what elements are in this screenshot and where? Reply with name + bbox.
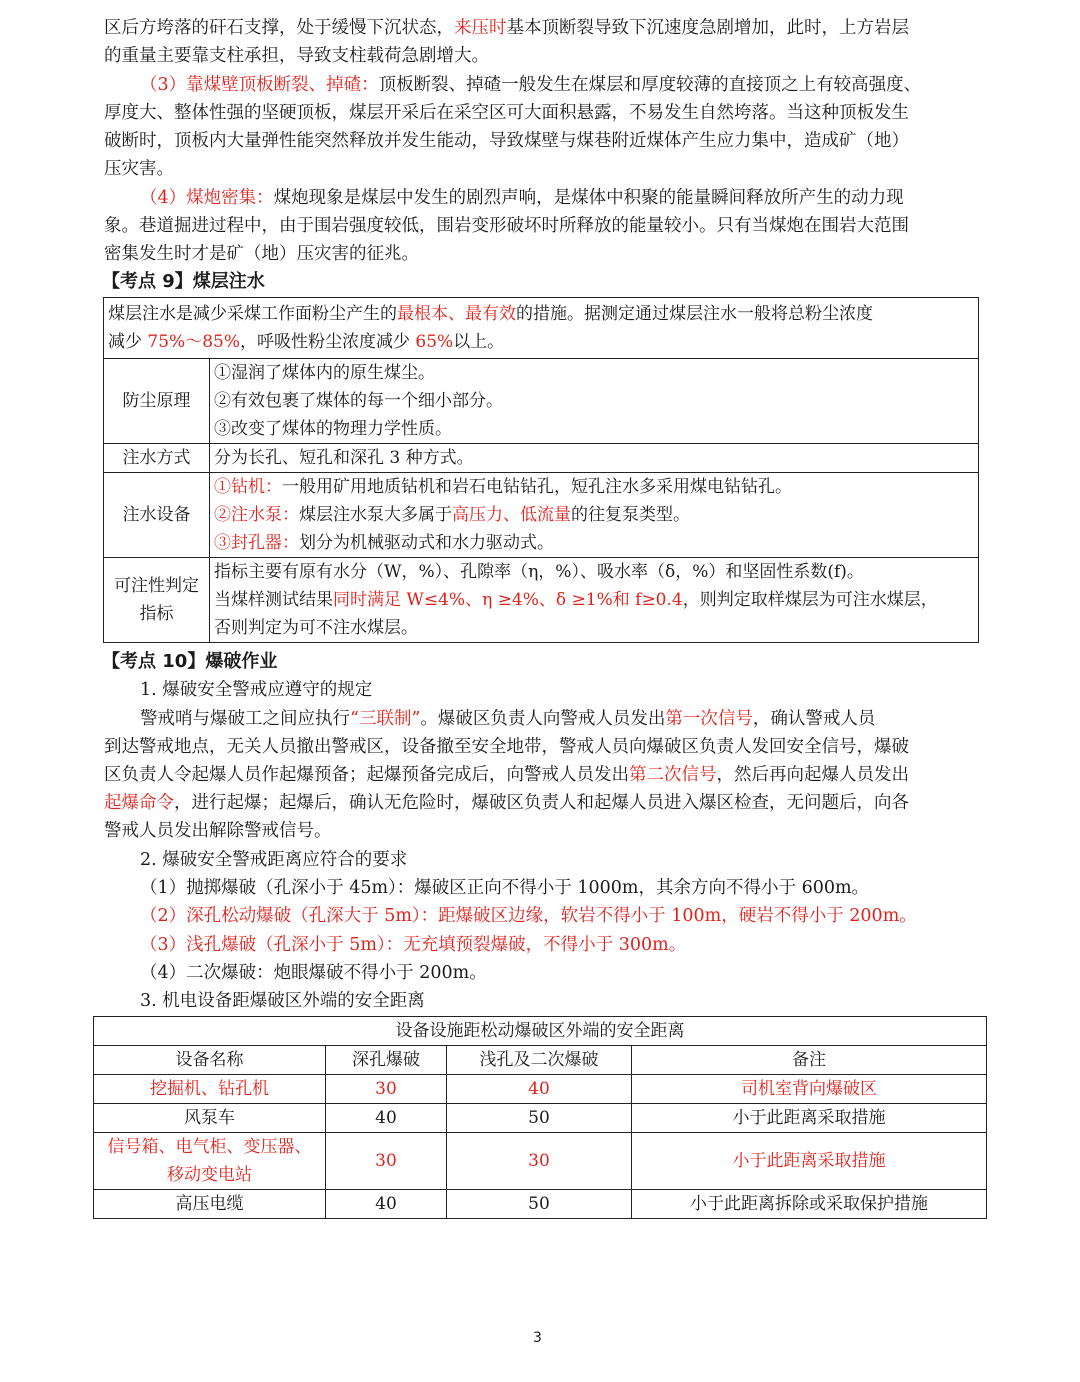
feasibility-label: 可注性判定 指标 (104, 558, 210, 643)
column-header: 备注 (632, 1046, 987, 1075)
table-cell: 40 (326, 1190, 447, 1219)
list-item: ②注水泵：煤层注水泵大多属于高压力、低流量的往复泵类型。 (214, 505, 690, 525)
paragraph-line: 破断时，顶板内大量弹性能突然释放并发生能动，导致煤壁与煤巷附近煤体产生应力集中，造成矿（地） (104, 131, 909, 151)
list-item: ①钻机：一般用矿用地质钻机和岩石电钻钻孔，短孔注水多采用煤电钻钻孔。 (214, 477, 792, 497)
table-caption: 设备设施距松动爆破区外端的安全距离 (94, 1017, 987, 1046)
table-cell: 小于此距离采取措施 (632, 1133, 987, 1190)
table-cell: 30 (326, 1075, 447, 1104)
safety-distance-table (93, 1016, 987, 1219)
item-4: （4）煤炮密集：煤炮现象是煤层中发生的剧烈声响，是煤体中积聚的能量瞬间释放所产生的动力现 (140, 188, 904, 208)
table-row (104, 359, 979, 444)
coal-seam-injection-table (103, 297, 979, 643)
list-item: （2）深孔松动爆破（孔深大于 5m）：距爆破区边缘，软岩不得小于 100m，硬岩不得小于 200m。 (140, 906, 917, 926)
injection-equipment-label: 注水设备 (104, 473, 210, 558)
dust-principle-label: 防尘原理 (104, 359, 210, 444)
paragraph-line: 区后方垮落的矸石支撑，处于缓慢下沉状态，来压时基本顶断裂导致下沉速度急剧增加，此时，上方岩层 (104, 18, 909, 38)
table-row (104, 473, 979, 558)
paragraph-line: 厚度大、整体性强的坚硬顶板，煤层开采后在采空区可大面积悬露，不易发生自然垮落。当这种顶板发生 (104, 103, 909, 123)
paragraph-line: 警戒哨与爆破工之间应执行“三联制”。爆破区负责人向警戒人员发出第一次信号，确认警戒人员 (140, 709, 876, 729)
feasibility-cell (210, 558, 979, 643)
section-heading-kp10: 【考点 10】爆破作业 (102, 651, 278, 672)
subsection-title: 3. 机电设备距爆破区外端的安全距离 (140, 991, 425, 1011)
table-row (94, 1190, 987, 1219)
list-item: ③改变了煤体的物理力学性质。 (214, 419, 452, 439)
list-item: ①湿润了煤体内的原生煤尘。 (214, 363, 435, 383)
table-cell: 30 (447, 1133, 632, 1190)
table-cell: 高压电缆 (94, 1190, 326, 1219)
paragraph-line: 象。巷道掘进过程中，由于围岩强度较低，围岩变形破坏时所释放的能量较小。只有当煤炮在围岩大范围 (104, 216, 909, 236)
table-cell: 小于此距离采取措施 (632, 1104, 987, 1133)
table-cell: 信号箱、电气柜、变压器、 移动变电站 (94, 1133, 326, 1190)
table-row (104, 298, 979, 359)
list-item: ②有效包裹了煤体的每一个细小部分。 (214, 391, 503, 411)
paragraph-line: 区负责人令起爆人员作起爆预备；起爆预备完成后，向警戒人员发出第二次信号，然后再向起爆人员发出 (104, 765, 909, 785)
section-heading-kp9: 【考点 9】煤层注水 (102, 271, 265, 292)
table-cell: 40 (447, 1075, 632, 1104)
list-item: （1）抛掷爆破（孔深小于 45m）：爆破区正向不得小于 1000m，其余方向不得小于 600m。 (140, 878, 870, 898)
injection-method-label: 注水方式 (104, 444, 210, 473)
paragraph-line: 警戒人员发出解除警戒信号。 (104, 821, 332, 841)
table-row (104, 444, 979, 473)
table-row (94, 1133, 987, 1190)
list-item: （3）浅孔爆破（孔深小于 5m）：无充填预裂爆破，不得小于 300m。 (140, 935, 687, 955)
table-row (104, 558, 979, 643)
column-header: 浅孔及二次爆破 (447, 1046, 632, 1075)
list-item: （4）二次爆破：炮眼爆破不得小于 200m。 (140, 963, 487, 983)
injection-method-cell: 分为长孔、短孔和深孔 3 种方式。 (210, 444, 979, 473)
table-cell: 50 (447, 1104, 632, 1133)
paragraph-line: 起爆命令，进行起爆；起爆后，确认无危险时，爆破区负责人和起爆人员进入爆区检查，无问题后，向各 (104, 793, 909, 813)
table-cell: 司机室背向爆破区 (632, 1075, 987, 1104)
table-cell: 30 (326, 1133, 447, 1190)
paragraph-line: 压灾害。 (104, 159, 174, 179)
column-header: 深孔爆破 (326, 1046, 447, 1075)
table-row (94, 1104, 987, 1133)
table-cell: 风泵车 (94, 1104, 326, 1133)
list-item: 当煤样测试结果同时满足 W≤4%、η ≥4%、δ ≥1%和 f≥0.4，则判定取样煤层为可注水煤层， (214, 590, 938, 610)
table-cell: 50 (447, 1190, 632, 1219)
table-row (94, 1075, 987, 1104)
list-item: 否则判定为可不注水煤层。 (214, 618, 418, 638)
table-row (94, 1017, 987, 1046)
subsection-title: 2. 爆破安全警戒距离应符合的要求 (140, 850, 408, 870)
injection-equipment-cell (210, 473, 979, 558)
list-item: 指标主要有原有水分（W，%）、孔隙率（η，%）、吸水率（δ，%）和坚固性系数(f)。 (214, 562, 864, 582)
intro-cell: 煤层注水是减少采煤工作面粉尘产生的最根本、最有效的措施。据测定通过煤层注水一般将总粉尘浓度 减少 75%～85%，呼吸性粉尘浓度减少 65%以上。 (104, 298, 979, 359)
list-item: ③封孔器：划分为机械驱动式和水力驱动式。 (214, 533, 554, 553)
table-header-row (94, 1046, 987, 1075)
page-number: 3 (533, 1330, 542, 1346)
paragraph-line: 密集发生时才是矿（地）压灾害的征兆。 (104, 244, 419, 264)
table-cell: 40 (326, 1104, 447, 1133)
paragraph-line: 到达警戒地点，无关人员撤出警戒区，设备撤至安全地带，警戒人员向爆破区负责人发回安全信号，爆破 (104, 737, 909, 757)
table-cell: 小于此距离拆除或采取保护措施 (632, 1190, 987, 1219)
dust-principle-cell (210, 359, 979, 444)
item-3: （3）靠煤壁顶板断裂、掉碴：顶板断裂、掉碴一般发生在煤层和厚度较薄的直接顶之上有较高强度、 (140, 75, 922, 95)
paragraph-line: 的重量主要靠支柱承担，导致支柱载荷急剧增大。 (104, 46, 489, 66)
table-cell: 挖掘机、钻孔机 (94, 1075, 326, 1104)
column-header: 设备名称 (94, 1046, 326, 1075)
subsection-title: 1. 爆破安全警戒应遵守的规定 (140, 680, 373, 700)
